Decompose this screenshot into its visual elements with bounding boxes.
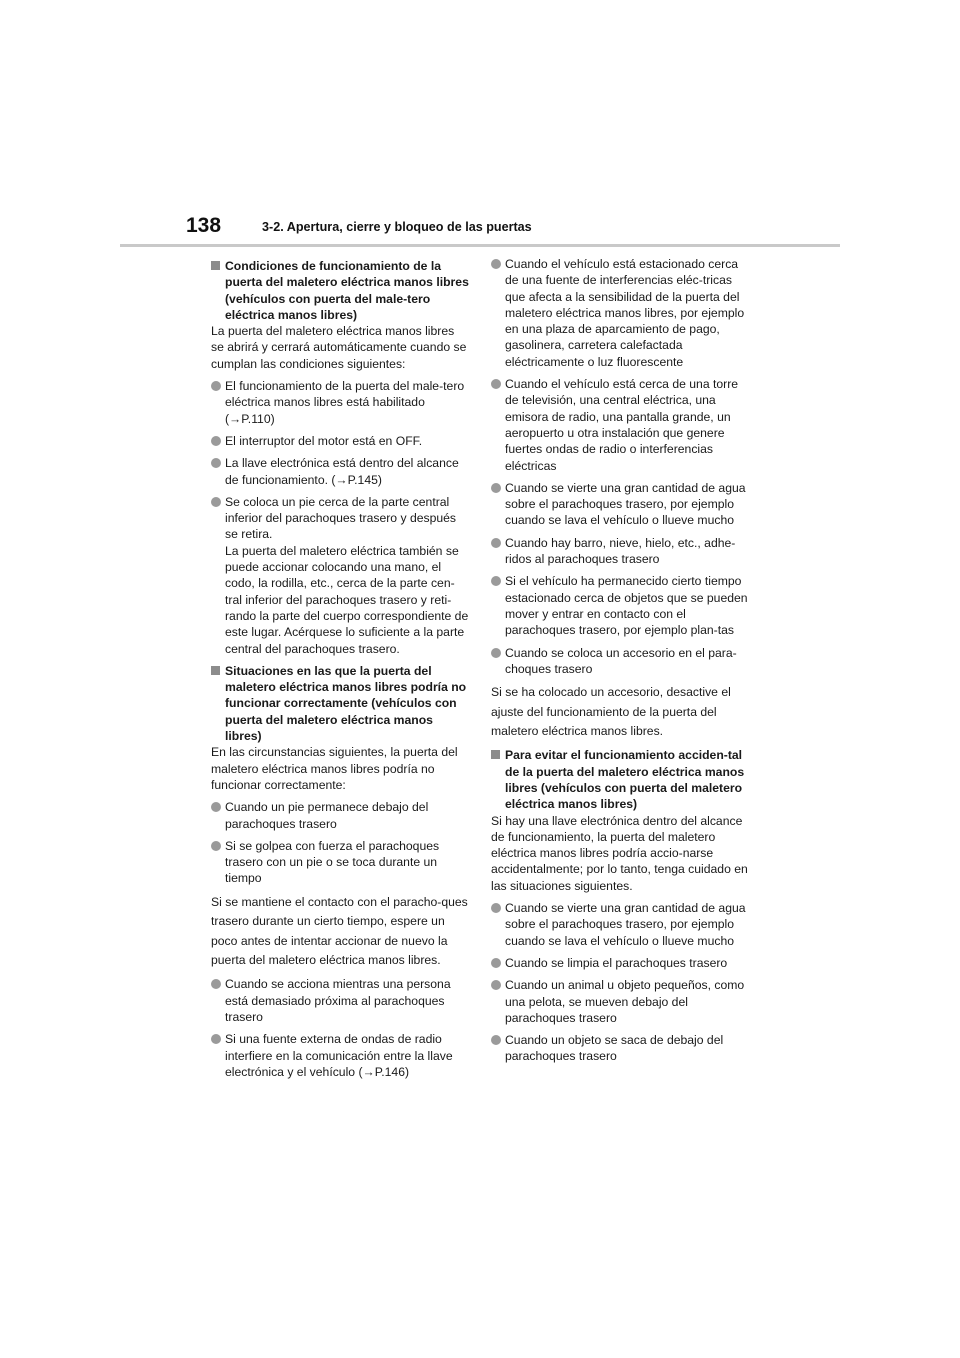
list-item: El funcionamiento de la puerta del male-tero eléctrica manos libres está habilitado (→P.110) bbox=[211, 378, 469, 427]
list-item: Cuando un pie permanece debajo del parachoques trasero bbox=[211, 799, 469, 832]
circle-bullet-icon bbox=[491, 483, 501, 493]
circle-bullet-icon bbox=[211, 841, 221, 851]
circle-bullet-icon bbox=[491, 1035, 501, 1045]
right-column bbox=[491, 254, 749, 1071]
list-item: Se coloca un pie cerca de la parte central inferior del parachoques trasero y después se retira. La puerta del maletero eléctrica también se puede accionar colocando una mano, el codo, la rodilla, etc., cerca de la parte cen-tral inferior del parachoques trasero y reti-rando la parte del cuerpo correspondiente de este lugar. Acérquese lo suficiente a la parte central del parachoques trasero. bbox=[211, 494, 469, 657]
section-heading: Para evitar el funcionamiento acciden-tal de la puerta del maletero eléctrica manos libres (vehículos con puerta del maletero eléctrica manos libres) bbox=[491, 747, 749, 812]
circle-bullet-icon bbox=[491, 576, 501, 586]
circle-bullet-icon bbox=[211, 1034, 221, 1044]
list-item: Cuando un objeto se saca de debajo del parachoques trasero bbox=[491, 1032, 749, 1065]
circle-bullet-icon bbox=[491, 980, 501, 990]
list-item: Si una fuente externa de ondas de radio interfiere en la comunicación entre la llave electrónica y el vehículo (→P.146) bbox=[211, 1031, 469, 1080]
paragraph: En las circunstancias siguientes, la puerta del maletero eléctrica manos libres podría no funcionar correctamente: bbox=[211, 745, 458, 792]
page-number: 138 bbox=[186, 214, 222, 237]
list-item: Cuando hay barro, nieve, hielo, etc., adhe-ridos al parachoques trasero bbox=[491, 535, 749, 568]
list-item: El interruptor del motor está en OFF. bbox=[211, 433, 469, 449]
paragraph: Si hay una llave electrónica dentro del alcance de funcionamiento, la puerta del maletero eléctrica manos libres podría accio-narse accidentalmente; por lo tanto, tenga cuidado en las situaciones siguientes. bbox=[491, 813, 748, 893]
section-heading: Situaciones en las que la puerta del maletero eléctrica manos libres podría no funcionar correctamente (vehículos con puerta del maletero eléctrica manos libres) bbox=[211, 663, 469, 744]
running-head: 3-2. Apertura, cierre y bloqueo de las puertas bbox=[262, 220, 532, 234]
paragraph: Si se mantiene el contacto con el paracho-ques trasero durante un cierto tiempo, espere un poco antes de intentar accionar de nuevo la puerta del maletero eléctrica manos libres. bbox=[211, 894, 468, 967]
circle-bullet-icon bbox=[211, 979, 221, 989]
left-column bbox=[211, 254, 469, 1086]
circle-bullet-icon bbox=[211, 497, 221, 507]
circle-bullet-icon bbox=[491, 379, 501, 389]
list-item: Si se golpea con fuerza el parachoques trasero con un pie o se toca durante un tiempo bbox=[211, 838, 469, 887]
circle-bullet-icon bbox=[491, 259, 501, 269]
paragraph: La puerta del maletero eléctrica manos libres se abrirá y cerrará automáticamente cuando se cumplan las condiciones siguientes: bbox=[211, 324, 467, 371]
list-item: La llave electrónica está dentro del alcance de funcionamiento. (→P.145) bbox=[211, 455, 469, 488]
paragraph: Si se ha colocado un accesorio, desactive el ajuste del funcionamiento de la puerta del maletero eléctrica manos libres. bbox=[491, 685, 731, 738]
circle-bullet-icon bbox=[491, 538, 501, 548]
circle-bullet-icon bbox=[211, 436, 221, 446]
header-rule bbox=[120, 244, 840, 247]
square-bullet-icon bbox=[211, 666, 220, 675]
circle-bullet-icon bbox=[491, 958, 501, 968]
list-item: Cuando el vehículo está estacionado cerca de una fuente de interferencias eléc-tricas que afecta a la sensibilidad de la puerta del maletero eléctrica manos libres, por ejemplo en una plaza de aparcamiento de pago, gasolinera, carretera calefactada eléctricamente o luz fluorescente bbox=[491, 256, 749, 370]
circle-bullet-icon bbox=[491, 648, 501, 658]
square-bullet-icon bbox=[491, 750, 500, 759]
circle-bullet-icon bbox=[491, 903, 501, 913]
circle-bullet-icon bbox=[211, 381, 221, 391]
circle-bullet-icon bbox=[211, 802, 221, 812]
list-item: Cuando un animal u objeto pequeños, como una pelota, se mueven debajo del parachoques trasero bbox=[491, 977, 749, 1026]
list-item-note: La puerta del maletero eléctrica también se puede accionar colocando una mano, el codo, la rodilla, etc., cerca de la parte cen-tral inferior del parachoques trasero y reti-rando la parte del cuerpo correspondiente de este lugar. Acérquese lo suficiente a la parte central del parachoques trasero. bbox=[225, 543, 469, 656]
square-bullet-icon bbox=[211, 261, 220, 270]
list-item: Cuando se vierte una gran cantidad de agua sobre el parachoques trasero, por ejemplo cuando se lava el vehículo o llueve mucho bbox=[491, 480, 749, 529]
list-item: Cuando se acciona mientras una persona está demasiado próxima al parachoques trasero bbox=[211, 976, 469, 1025]
list-item: Cuando el vehículo está cerca de una torre de televisión, una central eléctrica, una emisora de radio, una pantalla grande, un aeropuerto u otra instalación que genere fuertes ondas de radio o interferencias eléctricas bbox=[491, 376, 749, 474]
section-heading: Condiciones de funcionamiento de la puerta del maletero eléctrica manos libres (vehículos con puerta del male-tero eléctrica manos libres) bbox=[211, 258, 469, 323]
list-item: Si el vehículo ha permanecido cierto tiempo estacionado cerca de objetos que se pueden mover y entrar en contacto con el parachoques trasero, por ejemplo plan-tas bbox=[491, 573, 749, 638]
list-item: Cuando se vierte una gran cantidad de agua sobre el parachoques trasero, por ejemplo cuando se lava el vehículo o llueve mucho bbox=[491, 900, 749, 949]
list-item: Cuando se limpia el parachoques trasero bbox=[491, 955, 749, 971]
circle-bullet-icon bbox=[211, 458, 221, 468]
list-item: Cuando se coloca un accesorio en el para-choques trasero bbox=[491, 645, 749, 678]
